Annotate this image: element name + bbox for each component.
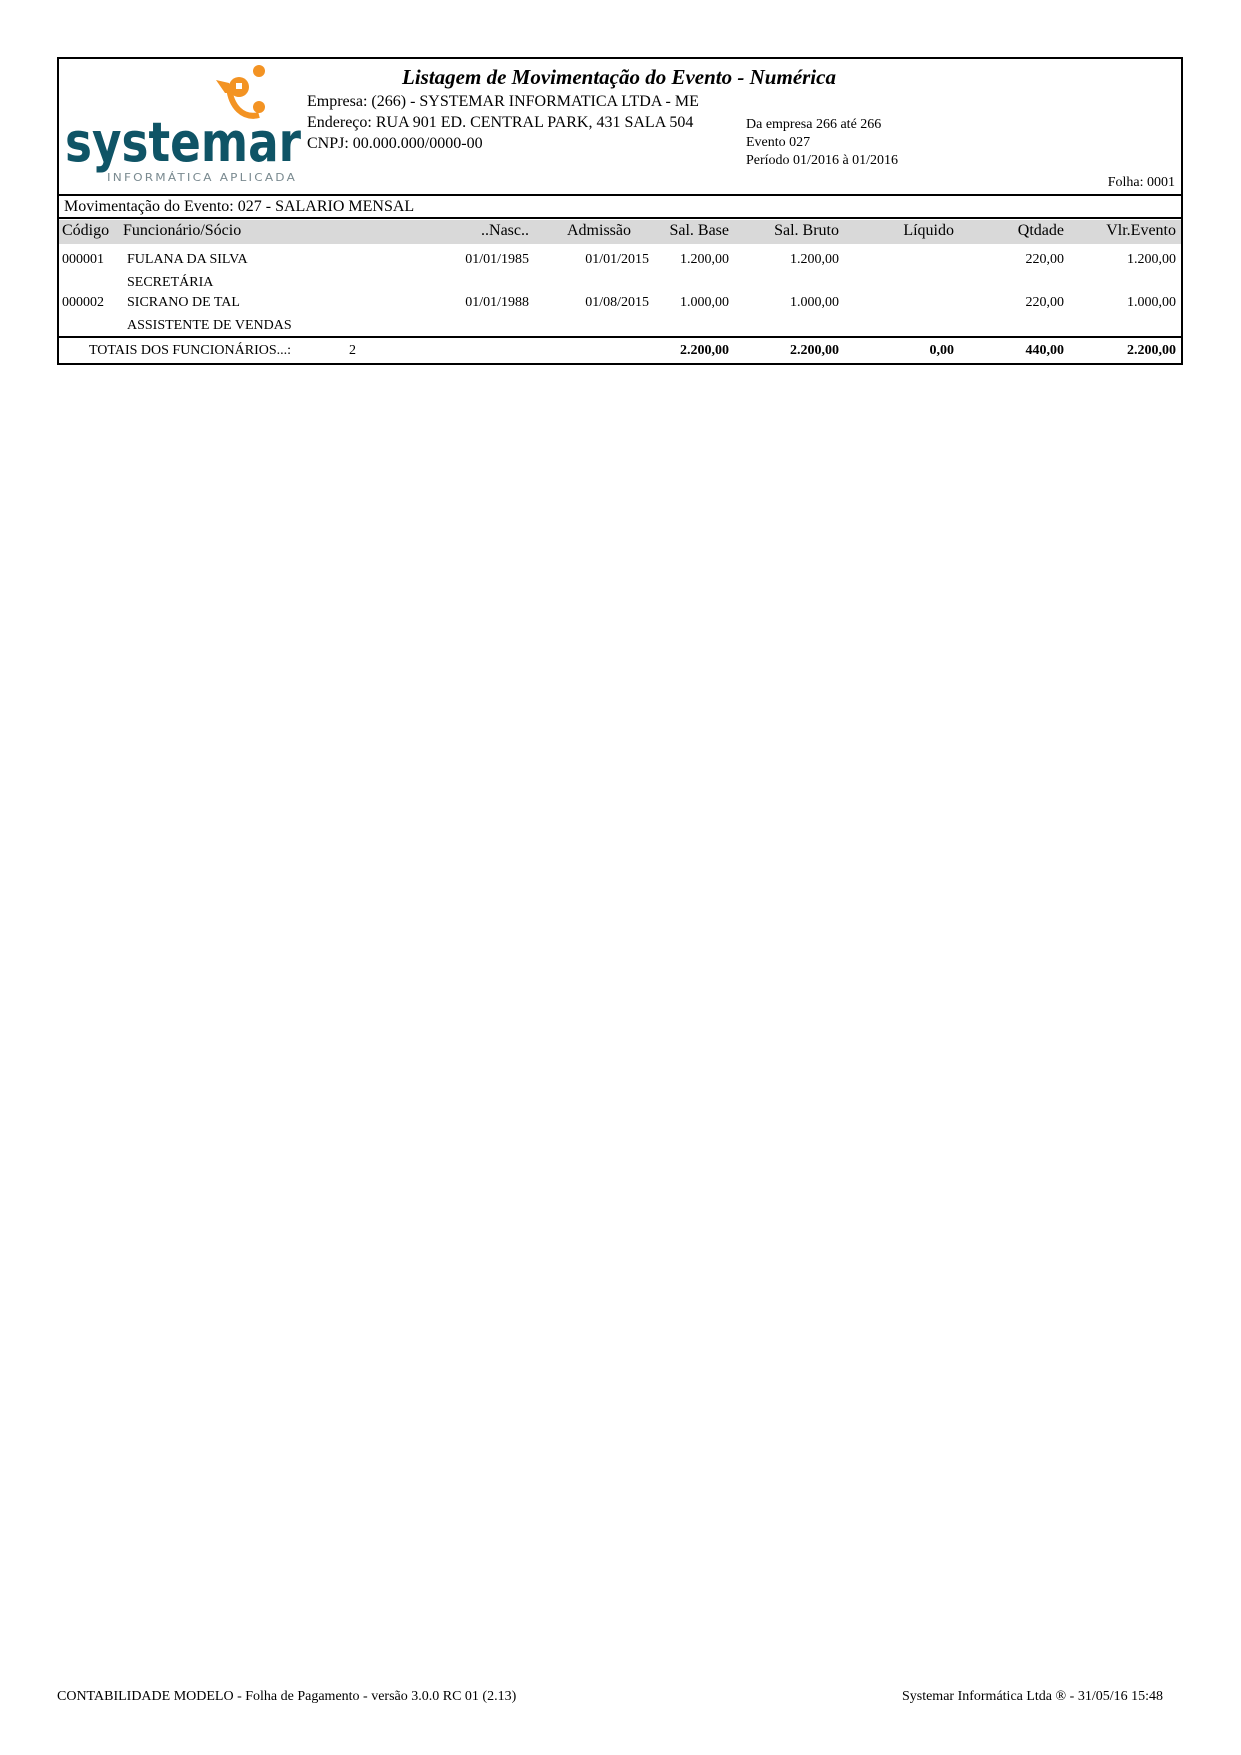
header-admissao: Admissão — [567, 222, 631, 239]
event-code: Evento 027 — [746, 135, 811, 150]
sheet-number: Folha: 0001 — [1107, 175, 1175, 190]
row-vlr-evento: 1.000,00 — [1127, 295, 1176, 310]
report-frame — [57, 57, 1183, 365]
report-title: Listagem de Movimentação do Evento - Numérica — [402, 65, 836, 89]
row-nasc: 01/01/1988 — [465, 295, 529, 310]
footer-right: Systemar Informática Ltda ® - 31/05/16 15:48 — [901, 1689, 1163, 1704]
header-vlr-evento: Vlr.Evento — [1106, 222, 1176, 239]
company-name: Empresa: (266) - SYSTEMAR INFORMATICA LTDA - ME — [307, 93, 699, 110]
row-sal-bruto: 1.000,00 — [790, 295, 839, 310]
row-admissao: 01/01/2015 — [585, 252, 649, 267]
company-range: Da empresa 266 até 266 — [746, 117, 882, 132]
header-qtdade: Qtdade — [1017, 222, 1064, 239]
company-address: Endereço: RUA 901 ED. CENTRAL PARK, 431 SALA 504 — [307, 114, 694, 131]
totals-sal-base: 2.200,00 — [680, 343, 729, 358]
row-qtdade: 220,00 — [1025, 252, 1064, 267]
totals-divider — [59, 336, 1181, 338]
row-nome: FULANA DA SILVA — [127, 252, 248, 267]
row-admissao: 01/08/2015 — [585, 295, 649, 310]
row-cargo: SECRETÁRIA — [127, 275, 214, 290]
row-sal-base: 1.000,00 — [680, 295, 729, 310]
table-header — [59, 220, 1181, 244]
logo-tagline: INFORMÁTICA APLICADA — [107, 171, 297, 184]
row-sal-base: 1.200,00 — [680, 252, 729, 267]
systemar-logo — [63, 63, 305, 187]
report-header — [59, 59, 1181, 194]
header-codigo: Código — [62, 222, 110, 239]
company-cnpj: CNPJ: 00.000.000/0000-00 — [307, 135, 483, 152]
totals-liquido: 0,00 — [929, 343, 954, 358]
totals-count: 2 — [349, 343, 356, 358]
row-qtdade: 220,00 — [1025, 295, 1064, 310]
header-funcionario: Funcionário/Sócio — [123, 222, 242, 239]
footer-left: CONTABILIDADE MODELO - Folha de Pagamento - versão 3.0.0 RC 01 (2.13) — [57, 1689, 517, 1704]
logo-mark-icon — [216, 65, 265, 116]
logo-wordmark: systemar — [65, 111, 302, 174]
totals-vlr-evento: 2.200,00 — [1127, 343, 1176, 358]
period: Período 01/2016 à 01/2016 — [746, 153, 899, 168]
row-cargo: ASSISTENTE DE VENDAS — [127, 318, 292, 333]
event-heading: Movimentação do Evento: 027 - SALARIO MENSAL — [59, 194, 1181, 219]
header-liquido: Líquido — [903, 222, 954, 239]
row-codigo: 000002 — [62, 295, 104, 310]
row-nome: SICRANO DE TAL — [127, 295, 240, 310]
row-vlr-evento: 1.200,00 — [1127, 252, 1176, 267]
logo-mark-notch — [236, 83, 242, 89]
header-sal-base: Sal. Base — [669, 222, 729, 239]
totals-sal-bruto: 2.200,00 — [790, 343, 839, 358]
row-sal-bruto: 1.200,00 — [790, 252, 839, 267]
row-codigo: 000001 — [62, 252, 104, 267]
row-nasc: 01/01/1985 — [465, 252, 529, 267]
totals-label: TOTAIS DOS FUNCIONÁRIOS...: — [89, 343, 292, 358]
header-nasc: ..Nasc.. — [481, 222, 529, 239]
totals-qtdade: 440,00 — [1025, 343, 1064, 358]
header-sal-bruto: Sal. Bruto — [774, 222, 839, 239]
